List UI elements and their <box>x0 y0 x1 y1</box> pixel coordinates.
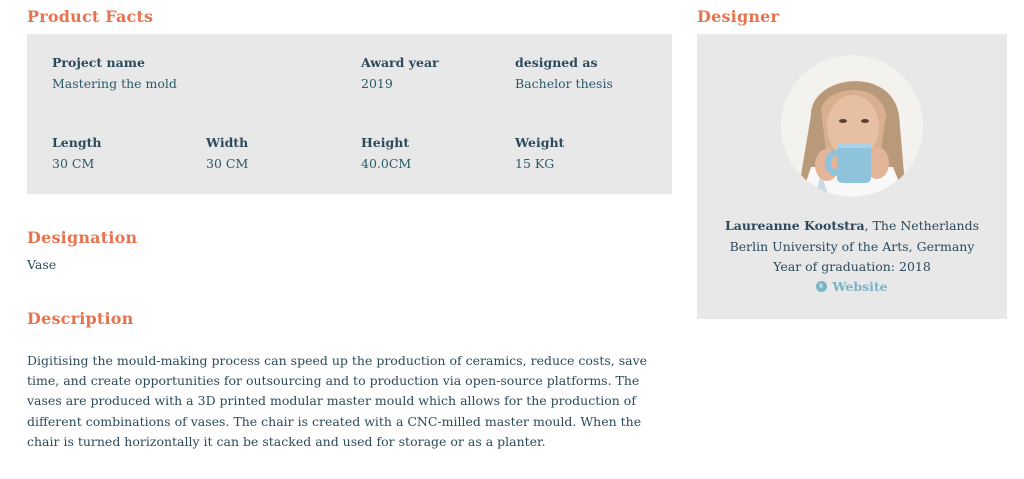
fact-weight <box>515 135 564 171</box>
designer-avatar <box>781 55 923 197</box>
fact-label: Project name <box>52 55 145 70</box>
fact-width <box>206 135 248 171</box>
fact-label: Weight <box>515 135 565 150</box>
designer-panel <box>697 34 1007 319</box>
description-heading: Description <box>27 309 134 328</box>
fact-value: 30 CM <box>52 156 95 171</box>
fact-award-year <box>361 55 439 91</box>
fact-length <box>52 135 101 171</box>
product-facts-heading: Product Facts <box>27 7 154 26</box>
description-text: Digitising the mould-making process can speed up the production of ceramics, reduce costs, save time, and create opportunities for outsourcing and to production via open-source platforms. The vases are produced with a 3D printed modular master mould which allows for the production of different combinations of vases. The chair is created with a CNC-milled master mould. When the chair is turned horizontally it can be stacked and used for storage or as a planter. <box>27 353 648 449</box>
fact-project-name <box>52 55 177 91</box>
designer-graduation: Year of graduation: 2018 <box>773 259 931 274</box>
designer-name: Laureanne Kootstra <box>724 218 865 233</box>
fact-designed-as <box>515 55 613 91</box>
fact-label: Height <box>361 135 410 150</box>
fact-value: 30 CM <box>206 156 249 171</box>
fact-value: 2019 <box>361 76 393 91</box>
fact-value: Mastering the mold <box>52 76 177 91</box>
designation-value: Vase <box>27 257 57 272</box>
designer-school: Berlin University of the Arts, Germany <box>729 239 975 254</box>
designer-photo <box>781 55 923 197</box>
fact-value: 40.0CM <box>361 156 412 171</box>
designer-name-line <box>697 218 1007 233</box>
fact-label: Width <box>206 135 249 150</box>
fact-value: 15 KG <box>515 156 555 171</box>
globe-icon <box>816 281 827 292</box>
designation-heading: Designation <box>27 228 138 247</box>
fact-height <box>361 135 411 171</box>
fact-label: designed as <box>515 55 598 70</box>
fact-label: Length <box>52 135 102 150</box>
fact-label: Award year <box>361 55 439 70</box>
designer-country: , The Netherlands <box>864 218 980 233</box>
product-facts-panel <box>27 34 672 194</box>
website-label: Website <box>832 279 888 294</box>
designer-website-row <box>697 279 1007 294</box>
website-link[interactable] <box>816 279 887 294</box>
fact-value: Bachelor thesis <box>515 76 613 91</box>
designer-heading: Designer <box>697 7 780 26</box>
